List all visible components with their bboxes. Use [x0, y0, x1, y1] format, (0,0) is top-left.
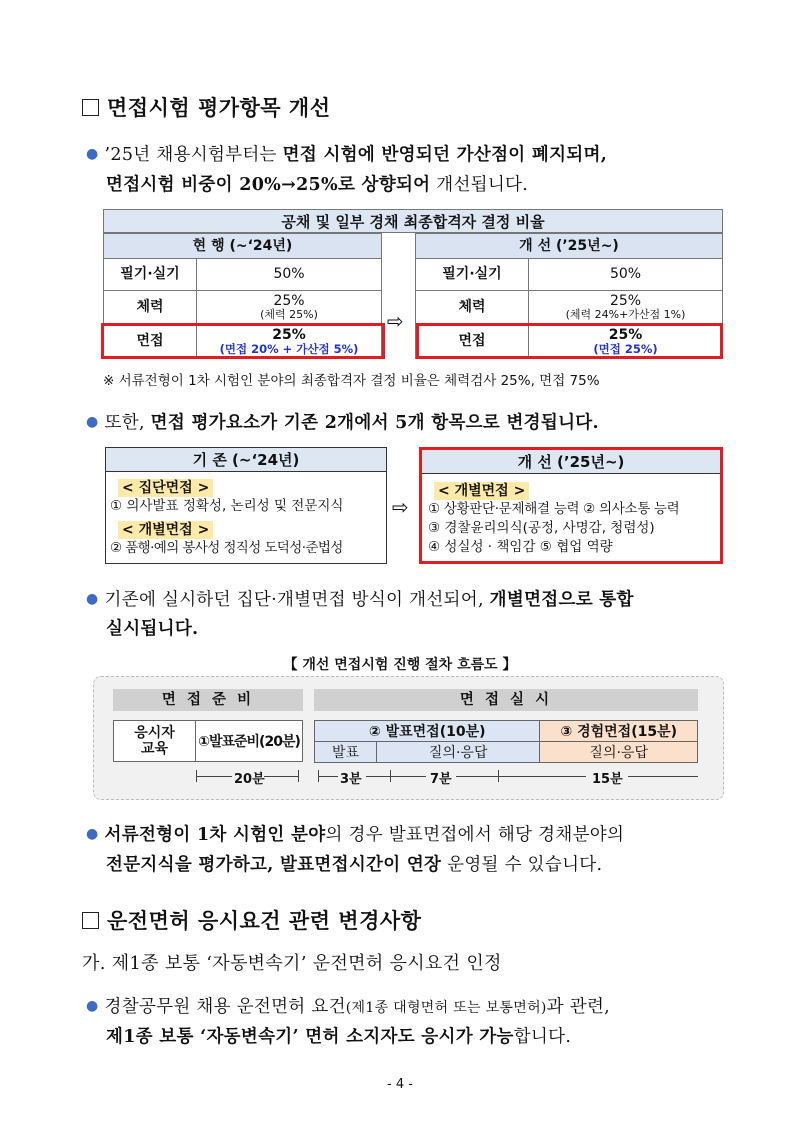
bullet-dot-icon: ● [86, 591, 99, 607]
new-criteria-header: 개 선 (’25년~) [422, 450, 720, 474]
individual-interview-tag: < 개별면접 > [434, 482, 529, 500]
old-criteria-box: 기 존 (~‘24년) < 집단면접 > ① 의사발표 정확성, 논리성 및 전문지식 < 개별면접 > ② 품행·예의 봉사성 정직성 도덕성·준법성 [105, 447, 387, 564]
bullet-dot-icon: ● [86, 826, 99, 842]
current-header: 현 행 (~‘24년) [104, 234, 382, 259]
bullet-paragraph-cont: 면접시험 비중이 20%→25%로 상향되어 개선됩니다. [106, 175, 529, 195]
applicant-education: 응시자 교육 [114, 721, 196, 762]
section-title-interview: 면접시험 평가항목 개선 [82, 92, 330, 122]
new-ratio-table: 개 선 (’25년~) 필기·실기 50% 체력 25% (체력 24%+가산점 1%) 면접 25% (면접 25%) [415, 233, 723, 359]
prep-steps [113, 720, 303, 762]
group-interview-tag: < 집단면접 > [118, 479, 213, 497]
bullet-paragraph: ● 또한, 면접 평가요소가 기존 2개에서 5개 항목으로 변경됩니다. [86, 413, 599, 433]
bullet-dot-icon: ● [86, 146, 99, 162]
highlight-current-interview [101, 323, 385, 359]
section-title-license: 운전면허 응시요건 관련 변경사항 [82, 905, 421, 935]
bullet-paragraph: ● 서류전형이 1차 시험인 분야의 경우 발표면접에서 해당 경채분야의 [86, 825, 625, 845]
new-criteria-box: 개 선 (’25년~) < 개별면접 > ① 상황판단·문제해결 능력 ② 의사소통 능력 ③ 경찰윤리의식(공정, 사명감, 청렴성) ④ 성실성 · 책임감 ⑤ 협업 역량 [419, 447, 723, 564]
checkbox-square-icon [82, 99, 99, 116]
exec-header: 면 접 실 시 [314, 689, 698, 711]
ratio-table-title: 공채 및 일부 경채 최종합격자 결정 비율 [103, 209, 723, 233]
right-arrow-icon: ⇨ [387, 309, 404, 333]
prep-step: ①발표준비(20분) [196, 721, 303, 762]
flow-title: 【 개선 면접시험 진행 절차 흐름도 】 [283, 657, 517, 673]
bullet-paragraph: ● ’25년 채용시험부터는 면접 시험에 반영되던 가산점이 폐지되며, [86, 145, 608, 165]
right-arrow-icon: ⇨ [392, 495, 409, 519]
bullet-paragraph-cont: 실시됩니다. [106, 619, 199, 639]
experience-interview-step: ③ 경험면접(15분) [540, 721, 698, 742]
page-number: - 4 - [387, 1077, 413, 1092]
bullet-dot-icon: ● [86, 998, 99, 1014]
individual-interview-tag: < 개별면접 > [118, 521, 213, 539]
presentation-interview-step: ② 발표면접(10분) [315, 721, 540, 742]
checkbox-square-icon [82, 912, 99, 929]
bullet-paragraph-cont: 제1종 보통 ‘자동변속기’ 면허 소지자도 응시가 가능합니다. [106, 1027, 572, 1047]
exec-steps: ② 발표면접(10분) ③ 경험면접(15분) 발표 질의·응답 질의·응답 [314, 720, 698, 763]
bullet-paragraph-cont: 전문지식을 평가하고, 발표면접시간이 연장 운영될 수 있습니다. [106, 855, 603, 875]
new-header: 개 선 (’25년~) [416, 234, 723, 259]
prep-header: 면 접 준 비 [113, 689, 303, 711]
table-gap [382, 233, 415, 359]
bullet-paragraph: ● 기존에 실시하던 집단·개별면접 방식이 개선되어, 개별면접으로 통합 [86, 590, 634, 610]
bullet-dot-icon: ● [86, 414, 99, 430]
bullet-paragraph: ● 경찰공무원 채용 운전면허 요건(제1종 대형면허 또는 보통면허)과 관련, [86, 997, 611, 1017]
subsection-title: 가. 제1종 보통 ‘자동변속기’ 운전면허 응시요건 인정 [82, 953, 502, 974]
current-ratio-table: 현 행 (~‘24년) 필기·실기 50% 체력 25% (체력 25%) 면접 25% (면접 20% + 가산점 5%) [103, 233, 382, 359]
highlight-new-interview [416, 323, 723, 359]
old-criteria-header: 기 존 (~‘24년) [106, 448, 386, 472]
ratio-note: ※ 서류전형이 1차 시험인 분야의 최종합격자 결정 비율은 체력검사 25%, 면접 75% [103, 373, 600, 389]
